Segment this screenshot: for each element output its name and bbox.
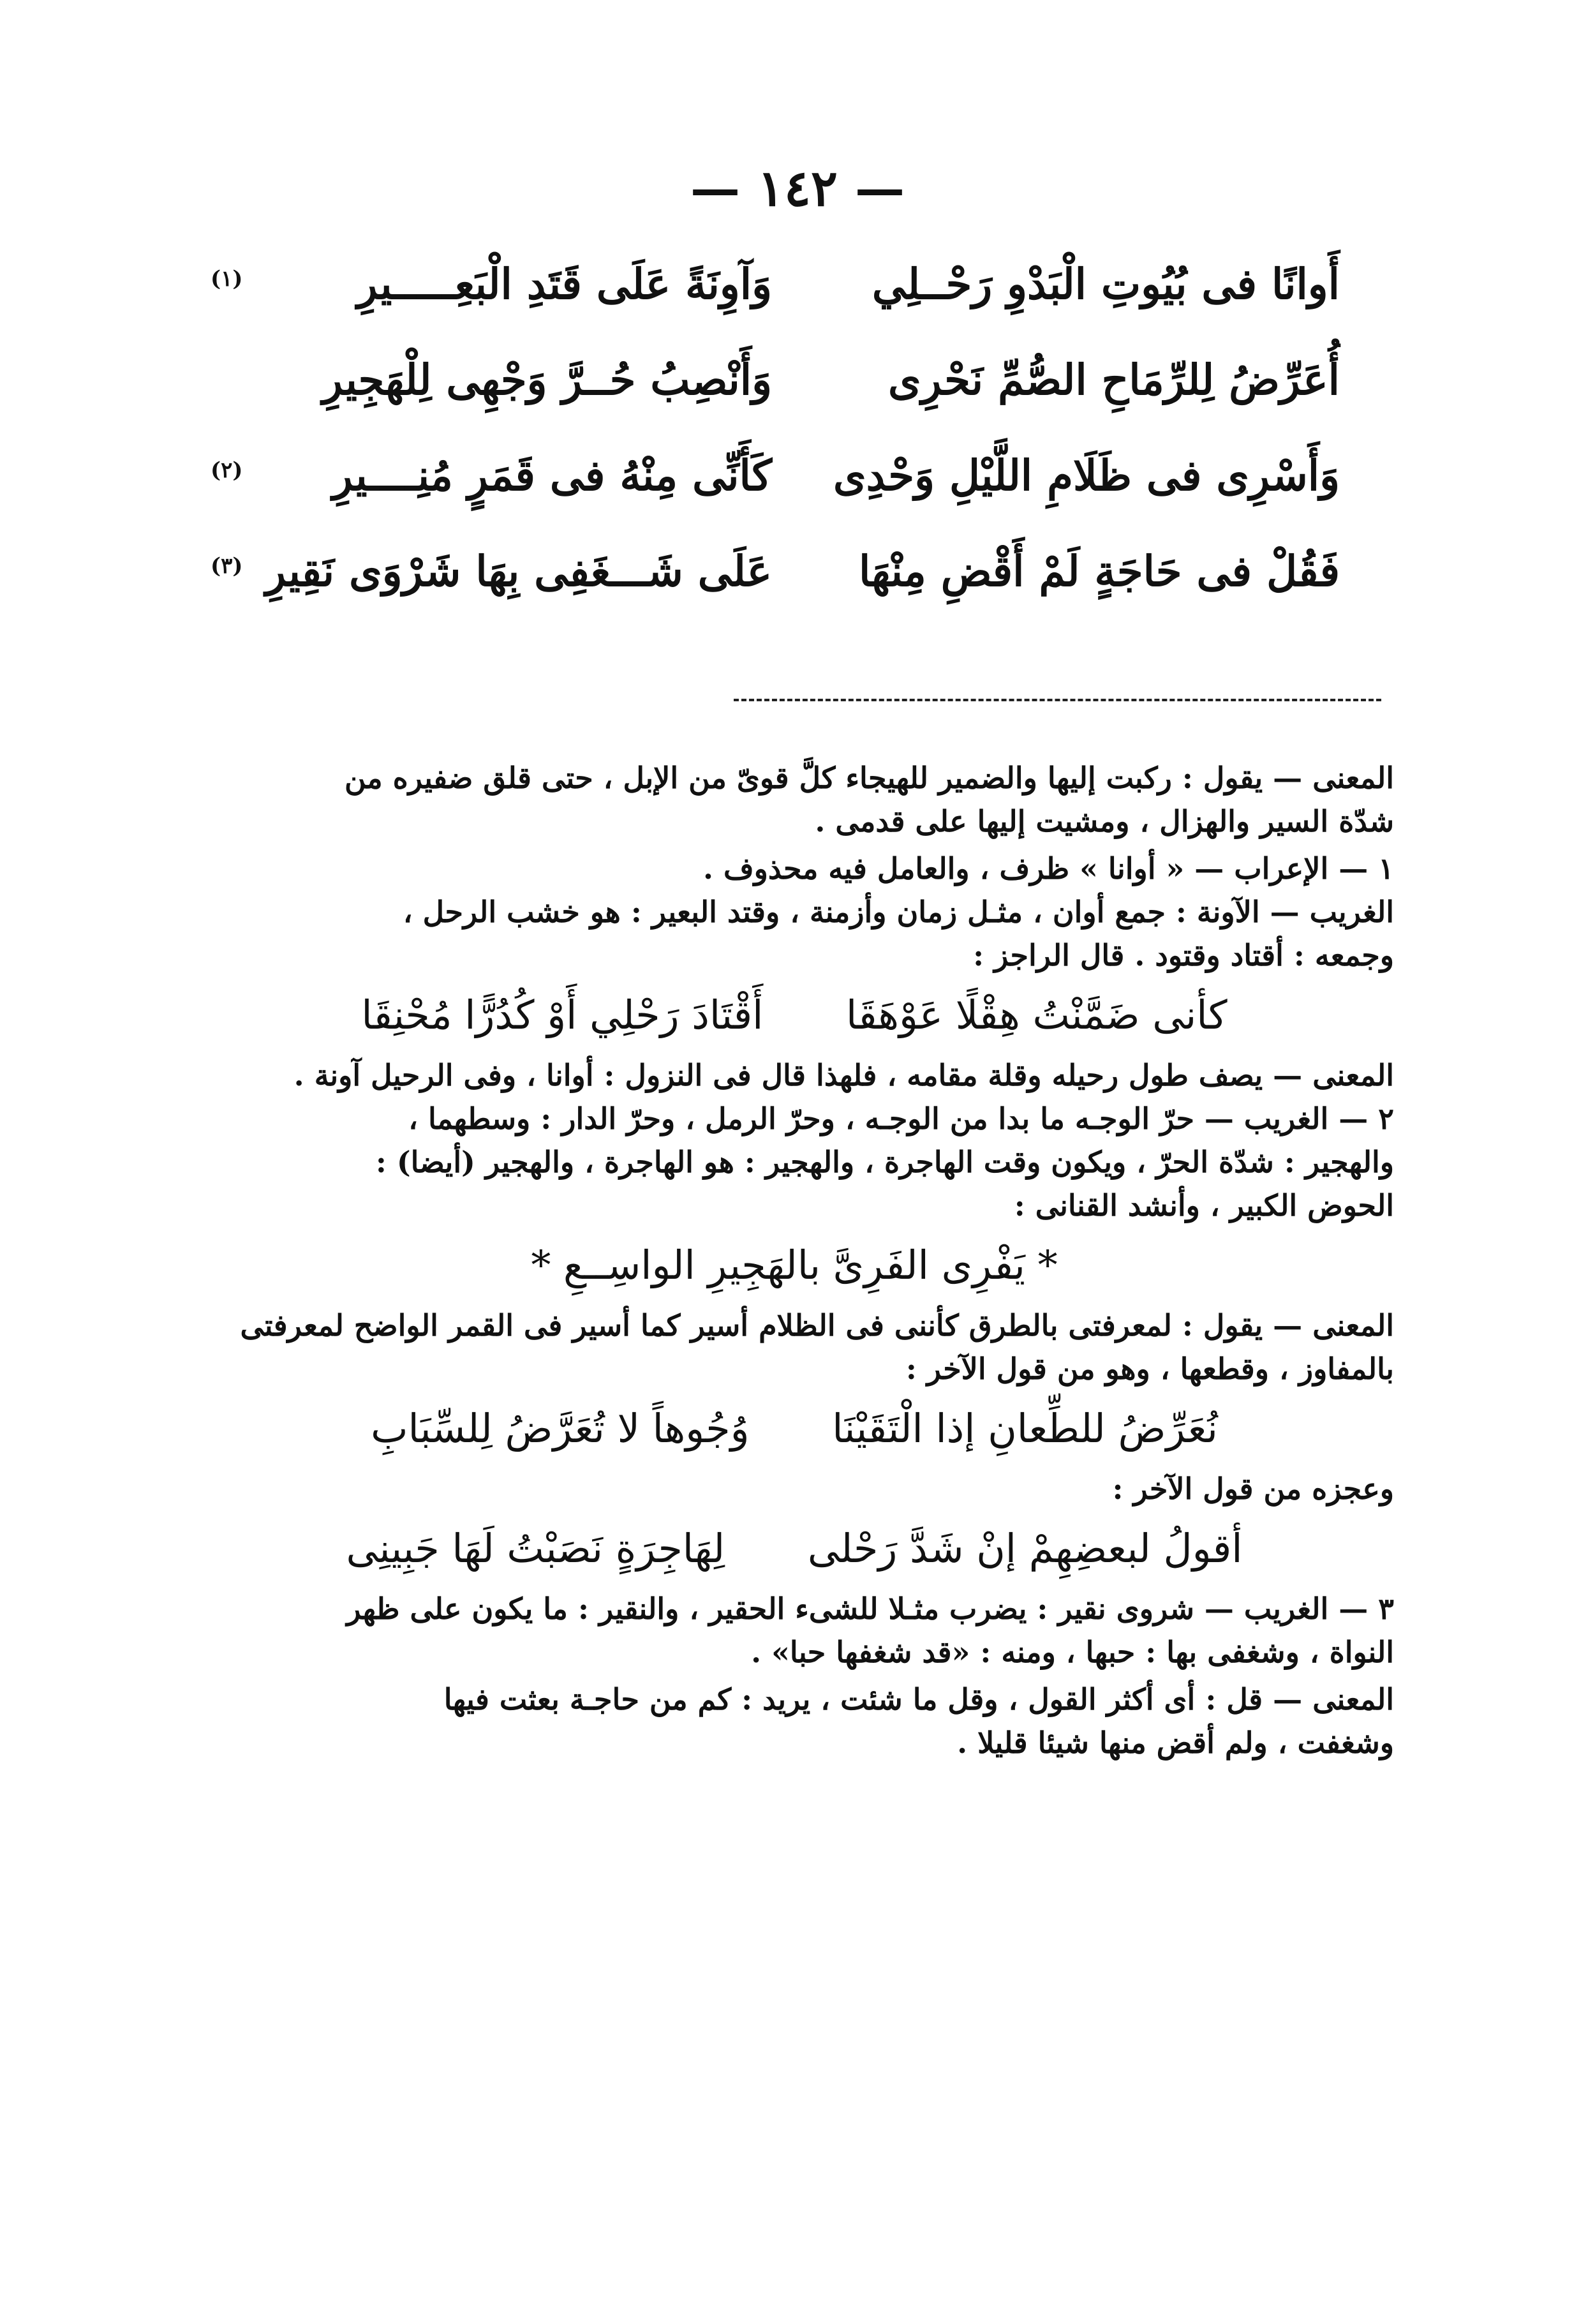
quoted-verse: * يَفْرِى الفَرِىَّ بالهَجِيرِ الواسِــعِ * bbox=[531, 1242, 1058, 1288]
footnote-separator bbox=[734, 699, 1381, 701]
quoted-hemistich: أَقْتَادَ رَحْلِي أَوْ كُدُرًّا مُحْنِقَا bbox=[361, 992, 764, 1038]
commentary-line: ٣ — الغريب — شروى نقير : يضرب مثـلا للشىء الحقير ، والنقير : ما يكون على ظهر bbox=[346, 1591, 1394, 1626]
verse-second-hemistich bbox=[249, 341, 772, 418]
commentary-line: الغريب — الآونة : جمع أوان ، مثـل زمان وأزمنة ، وقتد البعير : هو خشب الرحل ، bbox=[403, 895, 1394, 929]
quoted-verse bbox=[195, 1510, 1394, 1587]
quoted-verse bbox=[195, 977, 1394, 1054]
commentary-line: وشغفت ، ولم أقض منها شيئا قليلا . bbox=[957, 1725, 1394, 1760]
quoted-hemistich: وُجُوهاً لا تُعَرَّضُ لِلسِّبَابِ bbox=[371, 1405, 750, 1452]
quoted-verse bbox=[195, 1390, 1394, 1467]
quoted-hemistich: كأنى ضَمَّنْتُ هِقْلًا عَوْهَقَا bbox=[846, 992, 1228, 1038]
verse-row bbox=[211, 437, 1340, 533]
commentary-line: المعنى — يقول : لمعرفتى بالطرق كأننى فى الظلام أسير كما أسير فى القمر الواضح لمعرفتى bbox=[240, 1308, 1394, 1343]
poem-verses bbox=[211, 246, 1340, 629]
quoted-hemistich: أقولُ لبعضِهِمْ إنْ شَدَّ رَحْلى bbox=[807, 1525, 1243, 1572]
commentary-line: بالمفاوز ، وقطعها ، وهو من قول الآخر : bbox=[905, 1352, 1394, 1386]
verse-row bbox=[211, 246, 1340, 341]
verse-second-hemistich bbox=[211, 246, 772, 322]
commentary-block bbox=[195, 756, 1394, 1764]
commentary-line: النواة ، وشغفى بها : حبها ، ومنه : «قد شغفها حبا» . bbox=[751, 1635, 1394, 1669]
quoted-hemistich: نُعَرِّضُ للطِّعانِ إذا الْتَقَيْنَا bbox=[832, 1405, 1218, 1452]
page-number: — ١٤٢ — bbox=[690, 160, 905, 218]
commentary-line: وعجزه من قول الآخر : bbox=[1112, 1471, 1394, 1506]
commentary-line: شدّة السير والهزال ، ومشيت إليها على قدمى . bbox=[815, 804, 1394, 838]
verse-row bbox=[211, 341, 1340, 437]
verse-text: عَلَى شَـــغَفِى بِهَا شَرْوَى نَقِيرِ bbox=[265, 546, 772, 596]
verse-first-hemistich: أُعَرِّضُ لِلرِّمَاحِ الصُّمِّ نَحْرِى bbox=[888, 355, 1340, 405]
verse-text: وَآوِنَةً عَلَى قَتَدِ الْبَعِـــــيرِ bbox=[357, 259, 772, 309]
footnote-marker: (٢) bbox=[211, 458, 243, 483]
verse-row bbox=[211, 533, 1340, 629]
commentary-line: ٢ — الغريب — حرّ الوجـه ما بدا من الوجـه ، وحرّ الرمل ، وحرّ الدار : وسطهما ، bbox=[408, 1101, 1394, 1136]
verse-first-hemistich: وَأَسْرِى فى ظَلَامِ اللَّيْلِ وَحْدِى bbox=[833, 451, 1340, 500]
commentary-line: الحوض الكبير ، وأنشد القنانى : bbox=[1014, 1188, 1394, 1223]
verse-text: وَأَنْصِبُ حُــرَّ وَجْهِى لِلْهَجِيرِ bbox=[322, 355, 772, 405]
verse-second-hemistich bbox=[211, 437, 772, 514]
verse-first-hemistich: فَقُلْ فى حَاجَةٍ لَمْ أَقْضِ مِنْهَا bbox=[858, 546, 1340, 596]
commentary-line: المعنى — يصف طول رحيله وقلة مقامه ، فلهذا قال فى النزول : أوانا ، وفى الرحيل آونة . bbox=[293, 1058, 1394, 1092]
commentary-line: وجمعه : أقتاد وقتود . قال الراجز : bbox=[973, 938, 1394, 972]
commentary-line: ١ — الإعراب — « أوانا » ظرف ، والعامل فيه محذوف . bbox=[702, 851, 1394, 886]
verse-first-hemistich: أَوانًا فى بُيُوتِ الْبَدْوِ رَحْــلِي bbox=[872, 259, 1340, 309]
footnote-marker: (١) bbox=[211, 266, 243, 292]
footnote-marker: (٣) bbox=[211, 553, 243, 579]
commentary-line: المعنى — يقول : ركبت إليها والضمير للهيجاء كلَّ قوىّ من الإبل ، حتى قلق ضفيره من bbox=[345, 761, 1394, 795]
verse-text: كَأَنِّى مِنْهُ فى قَمَرٍ مُنِــــيرِ bbox=[332, 451, 772, 500]
quoted-hemistich: لِهَاجِرَةٍ نَصَبْتُ لَهَا جَبِينِى bbox=[346, 1525, 725, 1572]
commentary-line: المعنى — قل : أى أكثر القول ، وقل ما شئت ، يريد : كم من حاجـة بعثت فيها bbox=[443, 1682, 1394, 1717]
commentary-line: والهجير : شدّة الحرّ ، ويكون وقت الهاجرة ، والهجير : هو الهاجرة ، والهجير (أيضا) : bbox=[375, 1145, 1394, 1179]
verse-second-hemistich bbox=[211, 533, 772, 609]
